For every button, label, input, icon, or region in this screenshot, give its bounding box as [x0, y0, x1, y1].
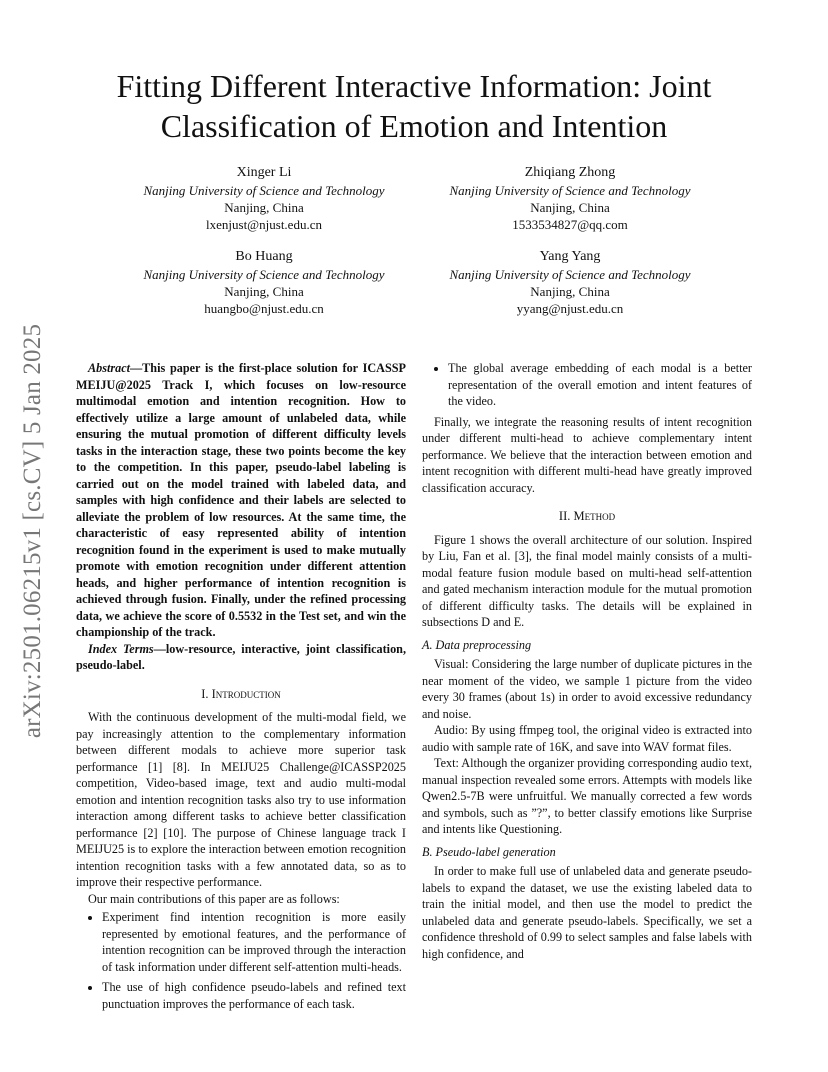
subsection-heading-data-preprocessing: A. Data preprocessing: [422, 637, 532, 652]
left-column: [76, 360, 406, 1016]
contribution-item: • The global average embedding of each modal is a better representation of the overall emotion and intent features of the video.: [448, 360, 752, 410]
text-paragraph: Text: Although the organizer providing corresponding audio text, manual inspection revealed some errors. Attempts with models like Qwen2.5-7B were unfruitful. We manually corrected a few words and symbols, such as ”?”, to better classify emotions like Surprise and intents like Questioning.: [422, 756, 752, 836]
author-name: Bo Huang: [235, 249, 293, 264]
author-location: Nanjing, China: [224, 200, 304, 215]
author-location: Nanjing, China: [530, 200, 610, 215]
author-block: [114, 248, 414, 317]
audio-paragraph: Audio: By using ffmpeg tool, the original video is extracted into audio with sample rate of 16K, and save into WAV format files.: [422, 723, 752, 754]
contribution-item: • Experiment find intention recognition is more easily represented by emotional features, and the performance of intention recognition can be improved through the interaction of task information under different self-attention multi-heads.: [102, 909, 406, 975]
visual-paragraph: Visual: Considering the large number of duplicate pictures in the near moment of the video, we sample 1 picture from the video every 30 frames (about 1s) in order to avoid excessive redundancy and noise.: [422, 657, 752, 721]
right-column: [422, 360, 752, 962]
author-affiliation: Nanjing University of Science and Technology: [449, 267, 691, 282]
author-email: lxenjust@njust.edu.cn: [206, 217, 322, 232]
author-affiliation: Nanjing University of Science and Technology: [143, 267, 385, 282]
author-affiliation: Nanjing University of Science and Technology: [449, 183, 691, 198]
author-name: Xinger Li: [236, 165, 292, 180]
contributions-intro: Our main contributions of this paper are as follows:: [88, 891, 340, 906]
section-heading-introduction: I. Introduction: [201, 686, 281, 701]
abstract-text: —This paper is the first-place solution for ICASSP MEIJU@2025 Track I, which focuses on low-resource multimodal emotion and intention recognition. How to effectively utilize a large amount of unlabeled data, while ensuring the mutual promotion of different difficulty levels tasks in the interaction stage, these two points become the key to the competition. In this paper, pseudo-label labeling is carried out on the model trained with labeled data, and samples with high confidence and their labels are selected to alleviate the problem of low resources. At the same time, the characteristic of easy represented ability of intention recognition found in the experiment is used to make mutually promote with emotion recognition under different attention heads, and higher performance of intention recognition is achieved through fusion. Finally, under the refined processing data, we achieve the score of 0.5532 in the Test set, and win the championship of the track.: [76, 361, 406, 639]
paper-title: [60, 66, 768, 146]
author-block: [420, 248, 720, 317]
abstract: [76, 360, 406, 641]
title-line-1: Fitting Different Interactive Information: Joint: [116, 68, 712, 104]
subsection-heading-pseudo-label: B. Pseudo-label generation: [422, 844, 556, 859]
author-block: [114, 164, 414, 233]
arxiv-identifier: arXiv:2501.06215v1 [cs.CV] 5 Jan 2025: [19, 323, 47, 739]
author-name: Yang Yang: [539, 249, 601, 264]
index-terms-lead: Index Terms: [88, 641, 154, 656]
author-location: Nanjing, China: [224, 284, 304, 299]
finally-paragraph: Finally, we integrate the reasoning results of intent recognition under different multi-head to achieve complementary intent performance. We believe that the interaction between emotion and intent recognition with different multi-head have greatly improved classification accuracy.: [422, 414, 752, 495]
author-email: huangbo@njust.edu.cn: [204, 301, 324, 316]
author-name: Zhiqiang Zhong: [524, 165, 616, 180]
author-affiliation: Nanjing University of Science and Technology: [143, 183, 385, 198]
section-heading-method: II. Method: [558, 509, 616, 523]
index-terms: [76, 641, 406, 674]
author-location: Nanjing, China: [530, 284, 610, 299]
method-paragraph: Figure 1 shows the overall architecture of our solution. Inspired by Liu, Fan et al. [3], the final model mainly consists of a multi-modal feature fusion module based on multi-head self-attention and gated mechanism interaction module for the mutual promotion of different difficulty tasks. The details will be explained in subsections D and E.: [422, 532, 752, 629]
arxiv-sidebar: [16, 296, 50, 766]
author-email: 1533534827@qq.com: [512, 217, 628, 232]
intro-paragraph: With the continuous development of the multi-modal field, we pay increasingly attention to the complementary information between different modals to achieve more superior task performance [1] [8]. In MEIJU25 Challenge@ICASSP2025 competition, Video-based image, text and audio multi-modal emotion and intention recognition tasks also try to use information interaction among different tasks to achieve better classification performance [2] [10]. The purpose of Chinese language track I MEIJU25 is to explore the interaction between emotion recognition intention recognition tasks with a few annotated data, so as to improve their respective performance.: [76, 710, 406, 889]
contributions-list-continued: [422, 360, 752, 410]
index-terms-text: —low-resource, interactive, joint classification, pseudo-label.: [76, 641, 406, 672]
pseudo-label-paragraph: In order to make full use of unlabeled data and generate pseudo-labels to expand the dataset, we use the existing labeled data to train the initial model, and then use the model to predict the unlabeled data and generate pseudo-labels. Specifically, we set a confidence threshold of 0.99 to select samples and false labels with high confidence, and: [422, 864, 752, 961]
contribution-item: • The use of high confidence pseudo-labels and refined text punctuation improves the performance of each task.: [102, 979, 406, 1012]
author-email: yyang@njust.edu.cn: [516, 301, 624, 316]
title-line-2: Classification of Emotion and Intention: [160, 108, 668, 144]
author-block: [420, 164, 720, 233]
abstract-lead: Abstract: [88, 361, 130, 375]
contributions-list: [76, 909, 406, 1012]
